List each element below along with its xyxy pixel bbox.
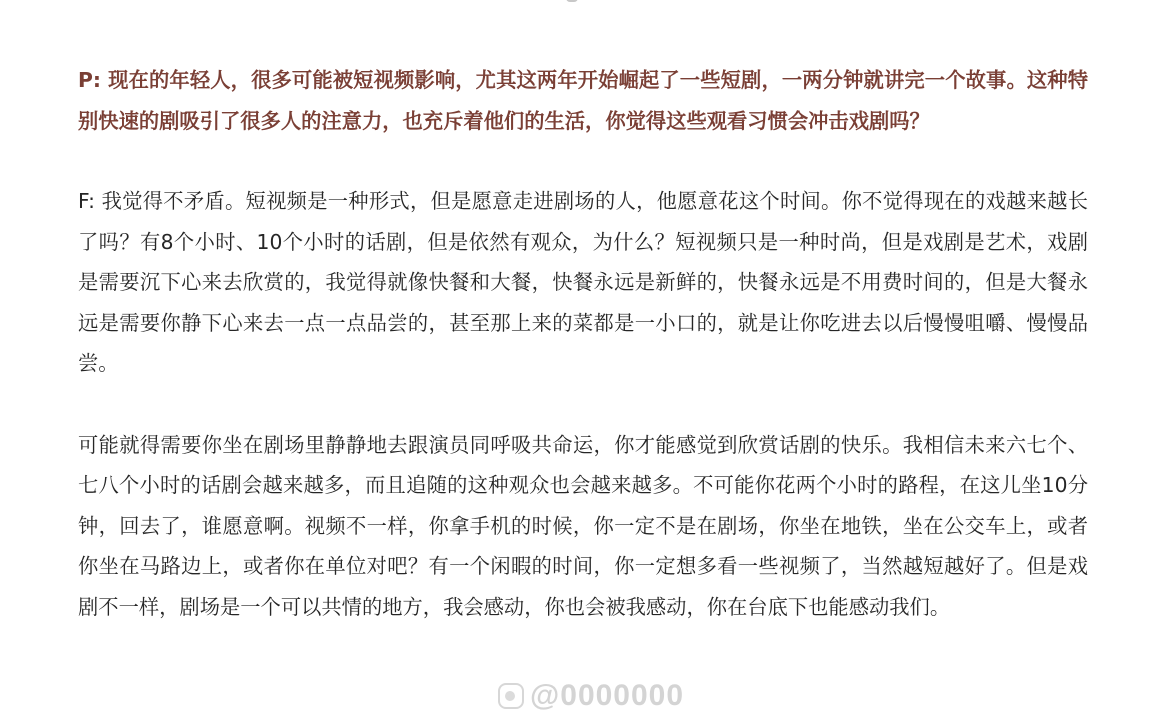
interview-answer-paragraph-1: F: 我觉得不矛盾。短视频是一种形式，但是愿意走进剧场的人，他愿意花这个时间。你不觉得现在的戏越来越长了吗？有8个小时、10个小时的话剧，但是依然有观众，为什么？短视频只是一种时尚，但是戏剧是艺术，戏剧是需要沉下心来去欣赏的，我觉得就像快餐和大餐，快餐永远是新鲜的，快餐永远是不用费时间的，但是大餐永远是需要你静下心来去一点一点品尝的，甚至那上来的菜都是一小口的，就是让你吃进去以后慢慢咀嚼、慢慢品尝。: [78, 189, 1088, 375]
article-body: [78, 60, 1088, 627]
watermark: [498, 674, 684, 718]
watermark-logo-icon: [498, 683, 524, 709]
top-edge-fragment: [566, 0, 578, 2]
watermark-text: @0000000: [530, 679, 685, 712]
interview-question: P: 现在的年轻人，很多可能被短视频影响，尤其这两年开始崛起了一些短剧，一两分钟就讲完一个故事。这种特别快速的剧吸引了很多人的注意力，也充斥着他们的生活，你觉得这些观看习惯会冲击戏剧吗？: [78, 68, 1088, 133]
interview-answer-paragraph-2: 可能就得需要你坐在剧场里静静地去跟演员同呼吸共命运，你才能感觉到欣赏话剧的快乐。我相信未来六七个、七八个小时的话剧会越来越多，而且追随的这种观众也会越来越多。不可能你花两个小时的路程，在这儿坐10分钟，回去了，谁愿意啊。视频不一样，你拿手机的时候，你一定不是在剧场，你坐在地铁，坐在公交车上，或者你坐在马路边上，或者你在单位对吧？有一个闲暇的时间，你一定想多看一些视频了，当然越短越好了。但是戏剧不一样，剧场是一个可以共情的地方，我会感动，你也会被我感动，你在台底下也能感动我们。: [78, 432, 1088, 619]
